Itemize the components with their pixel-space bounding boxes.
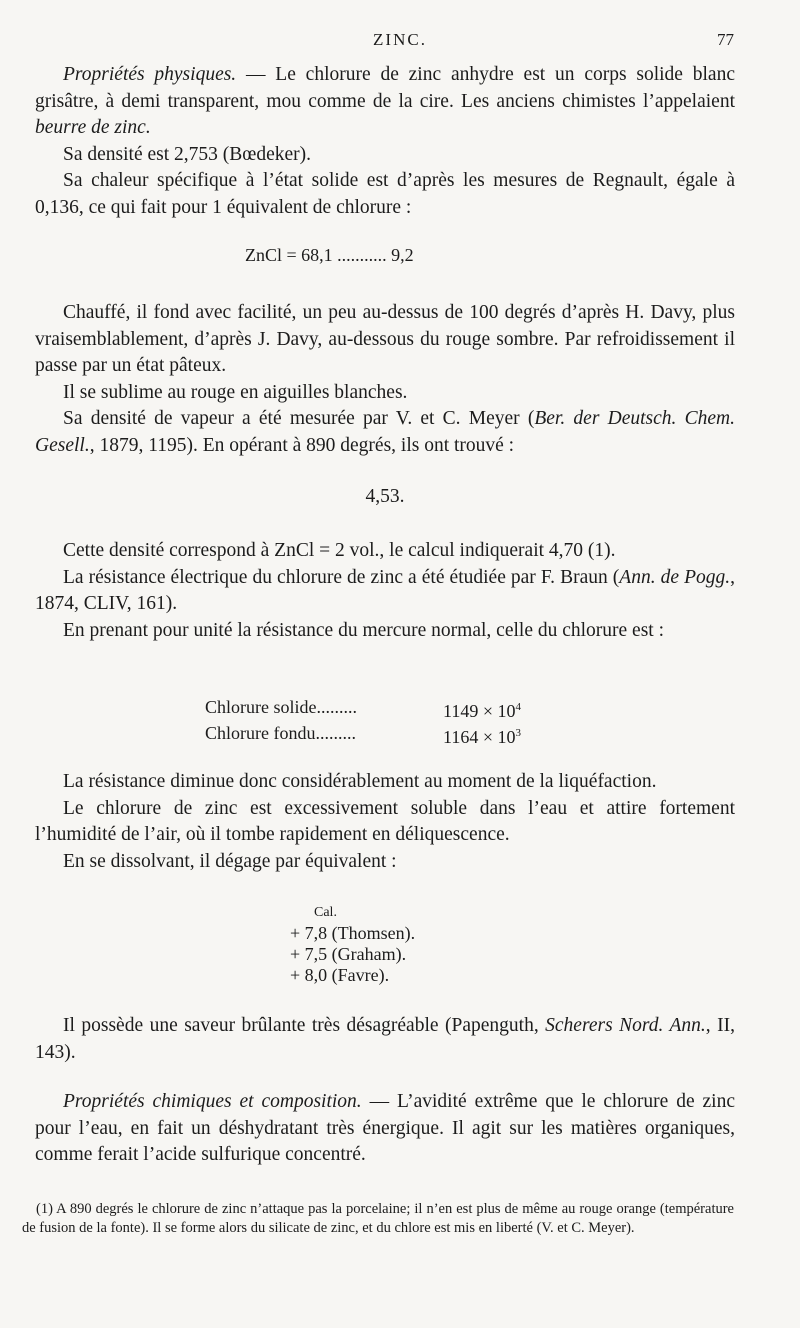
paragraph-intro: Propriétés physiques. — Le chlorure de zinc anhydre est un corps solide blanc grisâtre, à demi transparent, mou comme de la cire. Les anciens chimistes l’appelaient beurre de zinc. — [35, 64, 735, 138]
table-value: $1164 \times 10^3$ — [443, 727, 521, 747]
section-physical-properties — [35, 62, 735, 221]
page-number: 77 — [717, 30, 734, 49]
table-label: Chlorure fondu......... — [205, 723, 356, 743]
heat-values — [290, 902, 415, 986]
paragraph-sublimation: Il se sublime au rouge en aiguilles blanches. — [63, 381, 408, 403]
section-heading: Propriétés chimiques et composition. — [63, 1091, 362, 1112]
heat-row: + 7,5 (Graham). — [290, 944, 407, 964]
heat-row: + 7,8 (Thomsen). — [290, 923, 416, 943]
paragraph-unit: En prenant pour unité la résistance du mercure normal, celle du chlorure est : — [63, 619, 665, 641]
section-chemical-properties — [35, 1089, 735, 1169]
table-row — [205, 722, 521, 748]
heat-unit: Cal. — [314, 905, 337, 920]
page-header — [0, 30, 800, 56]
paragraph-density: Sa densité est 2,753 (Bœdeker). — [63, 143, 312, 165]
resistance-table — [205, 696, 521, 748]
equation-zncl: ZnCl = 68,1 ........... 9,2 — [245, 245, 414, 265]
section-solubility — [35, 769, 735, 875]
footnote: (1) A 890 degrés le chlorure de zinc n’attaque pas la porcelaine; il n’en est plus de même au rouge orange (température de fusion de la fonte). Il se forme alors du silicate de zinc, et du chlore est mis en liberté (V. et C. Meyer). — [22, 1201, 734, 1236]
paragraph-electrical-resistance: La résistance électrique du chlorure de zinc a été étudiée par F. Braun (Ann. de Pogg., 1874, CLIV, 161). — [35, 566, 735, 614]
paragraph-melting: Chauffé, il fond avec facilité, un peu au-dessus de 100 degrés d’après H. Davy, plus vraisemblablement, d’après J. Davy, au-dessous du rouge sombre. Par refroidissement il passe par un état pâteux. — [35, 302, 735, 376]
paragraph-dissolution: En se dissolvant, il dégage par équivalent : — [63, 850, 397, 872]
paragraph-solubility: Le chlorure de zinc est excessivement soluble dans l’eau et attire fortement l’humidité de l’air, où il tombe rapidement en déliquescence. — [35, 797, 735, 845]
running-title: ZINC. — [373, 30, 427, 49]
paragraph-specific-heat: Sa chaleur spécifique à l’état solide est d’après les mesures de Regnault, égale à 0,136, ce qui fait pour 1 équivalent de chlorure : — [35, 170, 735, 218]
paragraph-taste: Il possède une saveur brûlante très désagréable (Papenguth, Scherers Nord. Ann., II, 143). — [35, 1015, 735, 1063]
heat-row: + 8,0 (Favre). — [290, 965, 390, 985]
section-heading: Propriétés physiques. — [63, 64, 237, 85]
section-melting — [35, 300, 735, 459]
paragraph-liquefaction: La résistance diminue donc considérablement au moment de la liquéfaction. — [63, 771, 657, 792]
paragraph-density-calc: Cette densité correspond à ZnCl = 2 vol., le calcul indiquerait 4,70 (1). — [63, 540, 616, 561]
table-value: $1149 \times 10^4$ — [443, 701, 521, 721]
paragraph-vapor-density: Sa densité de vapeur a été mesurée par V. et C. Meyer (Ber. der Deutsch. Chem. Gesell., 1879, 1195). En opérant à 890 degrés, ils ont trouvé : — [35, 408, 735, 456]
section-resistance — [35, 538, 735, 644]
table-label: Chlorure solide......... — [205, 697, 357, 717]
value-vapor-density: 4,53. — [365, 486, 405, 507]
table-row — [205, 696, 521, 722]
paragraph-chemical: Propriétés chimiques et composition. — L’avidité extrême que le chlorure de zinc pour l’eau, en fait un déshydratant très énergique. Il agit sur les matières organiques, comme ferait l’acide sulfurique concentré. — [35, 1091, 735, 1165]
